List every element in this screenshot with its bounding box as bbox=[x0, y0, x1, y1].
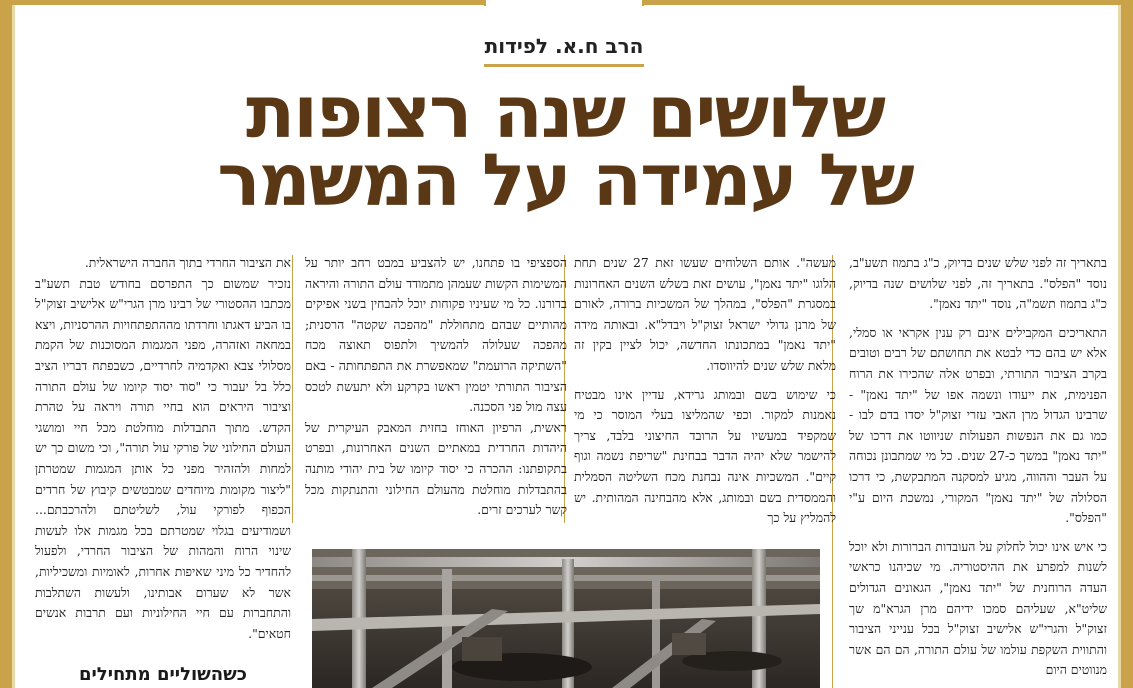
article-photo bbox=[312, 549, 820, 688]
paragraph: נזכיר שמשום כך התפרסם בחודש טבת תשע"ב מכתבו ההסטורי של רבינו מרן הגרי"ש אלישיב זצוק"ל בו הביע דאגתו וחרדתו מההתפתחויות ההרסניות, ויצא במחאה ואזהרה, מפני המגמות המסוכנות של הקמת מסלולי צבא ואקדמיה לחרדיים, כשבפתח דבריו הציב כלל בל יעבור כי "סוד יסוד קיומו של עולם התורה וציבור היראים הוא בחיי תורה ויראה על טהרת הקדש. מתוך התבדלות מוחלטת מכל חיי ומושגי העולם החילוני של פורקי עול תורה", וכי משום כך יש למחות ולהזהיר מפני כל אותן המגמות שמטרתן "ליצור מקומות מיוחדים שמבטשים קיבוץ של חרדים הכפוף לפורקי עול, לשליטתם ולהרכבתם... ושמודיעים בגלוי שמטרתם בכל מגמות אלו לעשות שינוי הרוח והמהות של הציבור החרדי, ולפעול להחדיר כל מיני שאיפות אחרות, לאומיות ומשכיליות, אשר לא שערום אבותינו, ולעשות השתלבות והתחברות עם חיי החילוניות ועם תרבות אנשים חטאים". bbox=[35, 275, 291, 641]
paragraph: התאריכים המקבילים אינם רק ענין אקראי או סמלי, אלא יש בהם כדי לבטא את תחושתם של רבים וטובים בקרב הציבור התורתי, ובפרט אלה שהכירו את הרוח הפנימית, את ייעודו ונשמה אפו של "יתד נאמן" - שרבינו הגדול מרן האבי עזרי זצוק"ל יסדו בדם לבו - כמו גם את הנפשות הפעולות שניווטו את דרכו של "יתד נאמן" במשך כ-27 שנים. כל מי שמתבונן נכוחה על העבר וההווה, מגיע למסקנה המתבקשת, כי דרכו הסלולה של "יתד נאמן" המקורי, נמשכת היום ע"י "הפלס". bbox=[849, 324, 1107, 526]
article-column-3 bbox=[305, 253, 567, 528]
headline bbox=[150, 70, 980, 222]
article-column-1 bbox=[849, 253, 1107, 688]
article-column-4 bbox=[35, 253, 291, 663]
headline-line-2: של עמידה על המשמר bbox=[217, 138, 913, 222]
photo-scene bbox=[312, 549, 820, 688]
frame-inner-left bbox=[12, 5, 15, 688]
article-column-2 bbox=[574, 253, 836, 528]
paragraph: הספציפי בו פתחנו, יש להצביע במבט רחב יותר על המשימות הקשות שעמהן מתמודד עולם התורה והיראה בדורנו. כל מי שעיניו פקוחות יוכל להבחין בשני אפיקים מהותיים שבהם מתחוללת "מהפכה שקטה" הרסנית; מהפכה שעלולה להמשיך ולתפוס תאוצה מכח "השתיקה הרועמת" שמאפשרת את התפתחותה - באם הציבור התורתי יטמין ראשו בקרקע ולא יתעשת לטכס עצה מול פני הסכנה. bbox=[305, 255, 567, 415]
frame-right-border bbox=[1121, 0, 1133, 688]
paragraph: כי שימוש בשם ובמותג גרידא, עדיין אינו מבטיח נאמנות למקור. וכפי שהמליצו בעלי המוסר כי מי שמקפיד במעשיו על הרובד החיצוני בלבד, צריך להישמר שלא יהיה הדבר בבחינת "שריפת נשמה וגוף קיים". המשכיות אינה נבחנת מכח השליטה הסמלית והממסדית בשם ובמותג, אלא מהבחינה המהותית. יש להמליץ על כך bbox=[574, 386, 836, 526]
paragraph: בתאריך זה לפני שלש שנים בדיוק, כ"ג בתמוז תשע"ב, נוסד "הפלס". בתאריך זה, לפני שלושים שנה בדיוק, כ"ג בתמוז תשמ"ה, נוסד "יתד נאמן". bbox=[849, 255, 1107, 312]
author-byline: הרב ח.א. לפידות bbox=[484, 34, 644, 58]
frame-inner-right bbox=[1118, 5, 1121, 688]
byline-underline bbox=[484, 64, 644, 67]
headline-line-1: שלושים שנה רצופות bbox=[246, 70, 884, 154]
frame-left-border bbox=[0, 0, 12, 688]
paragraph: ראשית, הרפיון האוחז בחזית המאבק העיקרית של היהדות החרדית במאתיים השנים האחרונות, ובפרט בתקופתנו: ההכרה כי יסוד קיומו של בית יהודי מותנה בהתבדלות מוחלטת מהעולם החילוני והתנתקות מכל קשר לערכים זרים. bbox=[305, 419, 567, 518]
paragraph: את הציבור החרדי בתוך החברה הישראלית. bbox=[84, 255, 291, 270]
top-notch bbox=[484, 0, 644, 6]
section-subheading: כשהשוליים מתחילים bbox=[78, 664, 248, 685]
paragraph: כי איש אינו יכול לחלוק על העובדות הברורות ולא יוכל לשנות למפרע את ההיסטוריה. מי שכיהנו כראשי העדה הרוחנית של "יתד נאמן", הגאונים הגדולים שליט"א, שעליהם סמכו ידיהם מרן הגרא"מ שך זצוק"ל והגרי"ש אלישיב זצוק"ל בכל ענייני הציבור והתווית השקפת עולמו של עולם התורה, הם הם אשר מנווטים היום bbox=[849, 538, 1107, 678]
paragraph: מעשה". אותם השלוחים שעשו זאת 27 שנים תחת הלוגו "יתד נאמן", עושים זאת בשלש השנים האחרונות במסגרת "הפלס", במהלך של המשכיות ברורה, לאורם של מרנן גדולי ישראל זצוק"ל ויבדל"א. ובאותה מידה "יתד נאמן" במתכונתו החדשה, יכול לציין בקין זה מלאת שלש שנים להיווסדו. bbox=[574, 255, 836, 373]
column-divider bbox=[292, 255, 293, 523]
